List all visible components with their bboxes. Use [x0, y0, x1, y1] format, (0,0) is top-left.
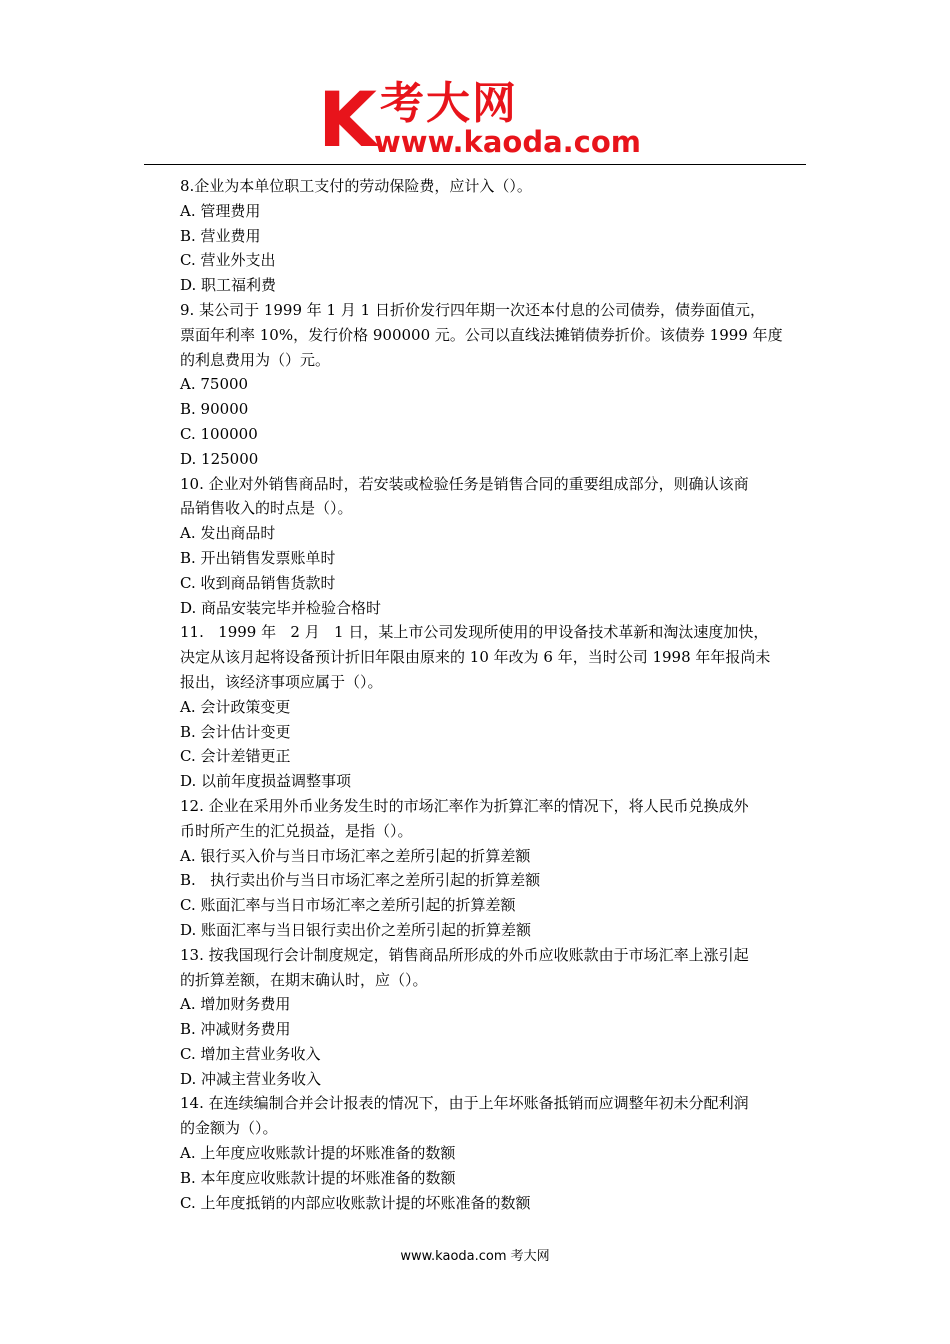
text-line: D. 账面汇率与当日银行卖出价之差所引起的折算差额 — [180, 920, 532, 939]
text-line: 决定从该月起将设备预计折旧年限由原来的 10 年改为 6 年，当时公司 1998 年年报尚未 — [180, 648, 771, 667]
text-line: 的金额为（）。 — [180, 1119, 278, 1138]
text-line: A. 发出商品时 — [180, 524, 276, 543]
text-line: 品销售收入的时点是（）。 — [180, 499, 353, 518]
text-line: A. 增加财务费用 — [180, 995, 291, 1014]
question-content — [180, 174, 808, 1215]
text-line: B. 开出销售发票账单时 — [180, 548, 336, 567]
text-line: A. 银行买入价与当日市场汇率之差所引起的折算差额 — [180, 846, 531, 865]
page-footer: www.kaoda.com 考大网 — [400, 1249, 550, 1264]
header-divider — [144, 164, 806, 165]
logo-url: www.kaoda.com — [374, 125, 641, 159]
text-line: D. 职工福利费 — [180, 276, 277, 295]
text-line: D. 冲减主营业务收入 — [180, 1069, 322, 1088]
text-line: 票面年利率 10%，发行价格 900000 元。公司以直线法摊销债券折价。该债券 1999 年度 — [180, 325, 783, 344]
kaoda-logo — [318, 75, 648, 164]
text-line: D. 商品安装完毕并检验合格时 — [180, 598, 382, 617]
text-line: A. 管理费用 — [180, 201, 261, 220]
text-line: C. 会计差错更正 — [180, 747, 291, 766]
text-line: B. 执行卖出价与当日市场汇率之差所引起的折算差额 — [180, 871, 541, 890]
text-line: C. 收到商品销售货款时 — [180, 573, 336, 592]
text-line: C. 账面汇率与当日市场汇率之差所引起的折算差额 — [180, 896, 516, 915]
logo-site-name: 考大网 — [380, 78, 518, 129]
text-line: D. 以前年度损益调整事项 — [180, 772, 352, 791]
text-line: 8.企业为本单位职工支付的劳动保险费，应计入（）。 — [180, 177, 532, 195]
text-line: 11. 1999 年 2 月 1 日，某上市公司发现所使用的甲设备技术革新和淘汰速度加快， — [180, 623, 769, 642]
text-line: C. 增加主营业务收入 — [180, 1044, 321, 1063]
text-line: A. 会计政策变更 — [180, 697, 291, 716]
text-line: 报出，该经济事项应属于（）。 — [180, 672, 383, 691]
text-line: D. 125000 — [180, 449, 259, 468]
text-line: B. 会计估计变更 — [180, 722, 291, 741]
text-line: B. 本年度应收账款计提的坏账准备的数额 — [180, 1168, 456, 1187]
logo-k-mark: K — [318, 75, 377, 164]
text-line: C. 100000 — [180, 424, 258, 443]
text-line: A. 75000 — [180, 375, 249, 394]
text-line: 10. 企业对外销售商品时，若安装或检验任务是销售合同的重要组成部分，则确认该商 — [180, 474, 749, 493]
text-line: 9. 某公司于 1999 年 1 月 1 日折价发行四年期一次还本付息的公司债券，债券面值元， — [180, 300, 765, 319]
text-line: C. 上年度抵销的内部应收账款计提的坏账准备的数额 — [180, 1193, 531, 1212]
text-line: B. 90000 — [180, 400, 249, 419]
text-line: C. 营业外支出 — [180, 251, 276, 270]
text-line: B. 冲减财务费用 — [180, 1020, 291, 1039]
text-line: 12. 企业在采用外币业务发生时的市场汇率作为折算汇率的情况下，将人民币兑换成外 — [180, 796, 749, 815]
text-line: 14. 在连续编制合并会计报表的情况下，由于上年坏账备抵销而应调整年初未分配利润 — [180, 1094, 749, 1113]
text-line: A. 上年度应收账款计提的坏账准备的数额 — [180, 1144, 456, 1163]
text-line: 的利息费用为（）元。 — [180, 350, 331, 369]
text-line: 13. 按我国现行会计制度规定，销售商品所形成的外币应收账款由于市场汇率上涨引起 — [180, 945, 749, 964]
text-line: B. 营业费用 — [180, 226, 261, 245]
text-line: 币时所产生的汇兑损益，是指（）。 — [180, 821, 413, 840]
text-line: 的折算差额，在期末确认时，应（）。 — [180, 970, 428, 989]
